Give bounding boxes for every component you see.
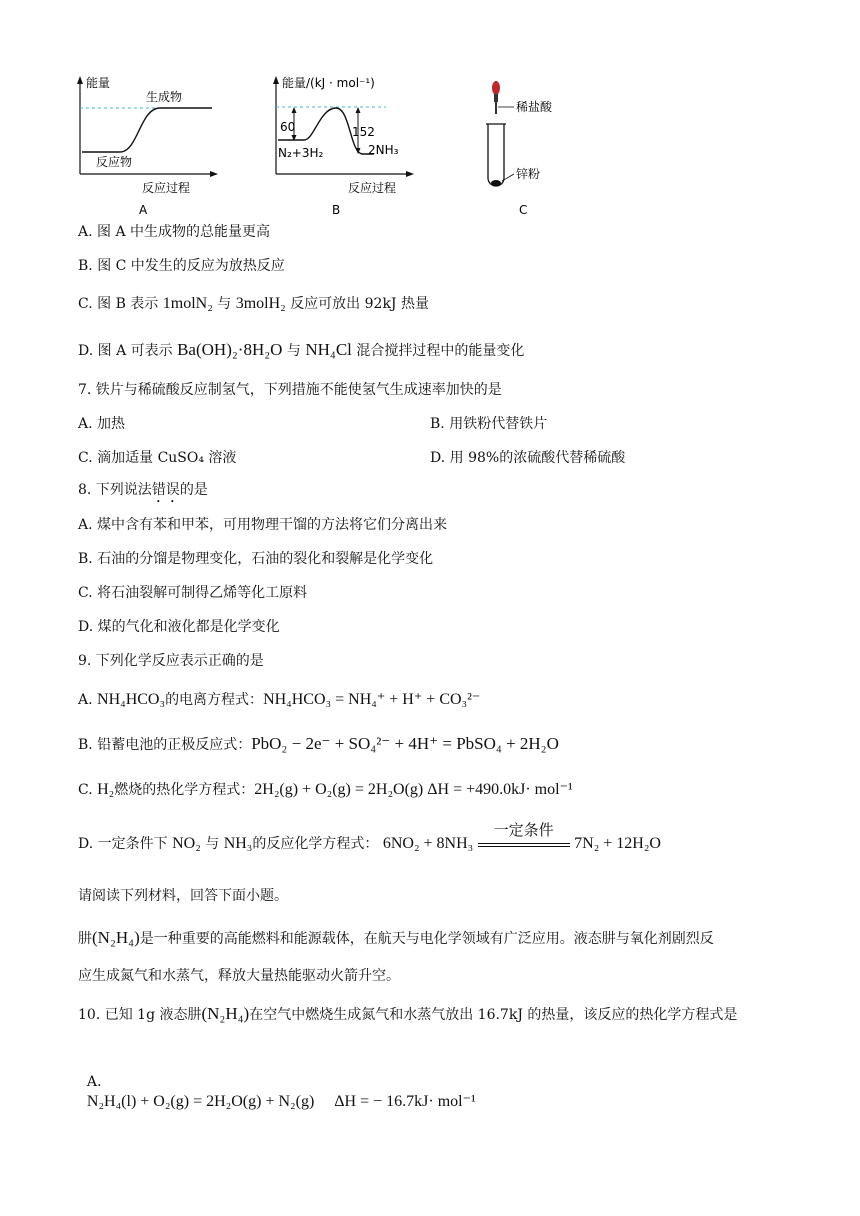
- q9-a-mid: 的电离方程式：: [165, 692, 264, 708]
- fig-b-ylabel: 能量/(kJ · mol⁻¹): [282, 76, 375, 90]
- q8-stem-emphasis: 错误: [151, 482, 180, 498]
- q9-d-lhs: 6NO₂ + 8NH₃: [382, 835, 474, 852]
- fig-a-products: 生成物: [146, 90, 183, 104]
- q9-d-pre: D. 一定条件下: [78, 836, 168, 852]
- passage-p1-post: 是一种重要的高能燃料和能源载体，在航天与电化学领域有广泛应用。液态肼与氧化剂剧烈反: [139, 931, 714, 947]
- fig-b-reactants: N₂+3H₂: [278, 146, 324, 160]
- fig-c-reagent-top: 稀盐酸: [516, 100, 553, 114]
- passage-line-1: [78, 928, 714, 949]
- q10-a-pre: A.: [86, 1074, 102, 1090]
- q9-d-formula-1: NO₂: [172, 835, 201, 852]
- q8-stem-pre: 8. 下列说法: [78, 482, 152, 498]
- q9-d-mid-2: 的反应化学方程式：: [252, 836, 379, 852]
- fig-a-caption: A: [139, 203, 148, 217]
- q10-stem-formula: (N₂H₄): [201, 1004, 250, 1023]
- passage-intro: 请阅读下列材料，回答下面小题。: [78, 888, 288, 904]
- q8-option-d: D. 煤的气化和液化都是化学变化: [78, 619, 280, 635]
- q6-d-pre: D. 图 A 可表示: [78, 343, 173, 359]
- q7-option-d: D. 用 98%的浓硫酸代替稀硫酸: [430, 450, 626, 466]
- figure-b: [262, 70, 422, 220]
- fig-b-ea: 60: [280, 120, 296, 134]
- q9-c-mid: 燃烧的热化学方程式：: [114, 782, 255, 798]
- q10-stem: [78, 1004, 737, 1025]
- q9-stem: 9. 下列化学反应表示正确的是: [78, 653, 264, 669]
- fig-b-xlabel: 反应过程: [348, 181, 397, 195]
- q6-option-a: A. 图 A 中生成物的总能量更高: [78, 224, 271, 240]
- q6-c-mid: 与: [217, 296, 232, 312]
- q6-option-c: [78, 294, 429, 314]
- figure-c: [474, 70, 574, 220]
- q6-c-pre: C. 图 B 表示: [78, 296, 159, 312]
- q9-a-pre: A.: [78, 692, 93, 708]
- q8-stem-post: 的是: [179, 482, 208, 498]
- fig-c-caption: C: [519, 203, 528, 217]
- q9-d-formula-2: NH₃: [223, 835, 253, 852]
- fig-b-products: 2NH₃: [368, 143, 399, 157]
- q7-option-b: B. 用铁粉代替铁片: [430, 416, 548, 432]
- fig-a-ylabel: 能量: [86, 76, 111, 90]
- q9-d-condition: 一定条件: [493, 821, 554, 839]
- q6-d-formula-2: NH₄Cl: [305, 340, 352, 359]
- q6-d-post: 混合搅拌过程中的能量变化: [356, 343, 525, 359]
- q9-c-pre: C.: [78, 782, 93, 798]
- q10-stem-post: 在空气中燃烧生成氮气和水蒸气放出 16.7kJ 的热量，该反应的热化学方程式是: [249, 1007, 738, 1023]
- fig-a-xlabel: 反应过程: [142, 181, 191, 195]
- q9-d-mid-1: 与: [205, 836, 220, 852]
- q7-option-c: C. 滴加适量 CuSO₄ 溶液: [78, 450, 237, 466]
- test-tube-icon: [488, 124, 504, 186]
- q9-option-d: [78, 821, 661, 856]
- q8-stem: [78, 480, 208, 506]
- q8-option-a: A. 煤中含有苯和甲苯，可用物理干馏的方法将它们分离出来: [78, 517, 448, 533]
- fig-b-caption: B: [332, 203, 341, 217]
- q6-c-formula-1: 1molN₂: [162, 295, 213, 312]
- q6-option-b: B. 图 C 中发生的反应为放热反应: [78, 258, 285, 274]
- passage-line-2: 应生成氮气和水蒸气，释放大量热能驱动火箭升空。: [78, 968, 400, 984]
- q10-option-a: [78, 1052, 476, 1112]
- q9-option-a: [78, 690, 480, 710]
- q9-b-equation: PbO₂ − 2e⁻ + SO₄²⁻ + 4H⁺ = PbSO₄ + 2H₂O: [251, 734, 559, 753]
- q7-option-a: A. 加热: [78, 416, 126, 432]
- q9-a-equation: NH₄HCO₃ = NH₄⁺ + H⁺ + CO₃²⁻: [263, 691, 481, 708]
- energy-curve-a: [82, 108, 212, 152]
- q6-d-formula-1: Ba(OH)₂·8H₂O: [177, 340, 283, 359]
- passage-p1-pre: 肼: [78, 931, 92, 947]
- q6-d-mid: 与: [286, 343, 301, 359]
- q8-option-c: C. 将石油裂解可制得乙烯等化工原料: [78, 585, 308, 601]
- zinc-powder-icon: [491, 180, 501, 186]
- q10-a-equation: N₂H₄(l) + O₂(g) = 2H₂O(g) + N₂(g) ΔH = − 16.7kJ· mol⁻¹: [86, 1093, 476, 1110]
- figure-a: [66, 70, 226, 220]
- q6-c-formula-2: 3molH₂: [235, 295, 286, 312]
- fig-b-release: 152: [352, 125, 375, 139]
- fig-c-reagent-bottom: 锌粉: [516, 167, 541, 181]
- q9-d-condition-arrow: [478, 821, 570, 856]
- q6-option-d: [78, 340, 524, 361]
- q8-option-b: B. 石油的分馏是物理变化，石油的裂化和裂解是化学变化: [78, 551, 434, 567]
- q9-a-formula: NH₄HCO₃: [97, 691, 166, 708]
- q6-c-post: 反应可放出 92kJ 热量: [290, 296, 429, 312]
- q9-option-b: [78, 734, 559, 755]
- q9-c-equation: 2H₂(g) + O₂(g) = 2H₂O(g) ΔH = +490.0kJ· mol⁻¹: [254, 781, 573, 798]
- q7-stem: 7. 铁片与稀硫酸反应制氢气，下列措施不能使氢气生成速率加快的是: [78, 382, 502, 398]
- q10-stem-pre: 10. 已知 1g 液态肼: [78, 1007, 202, 1023]
- q9-d-rhs: 7N₂ + 12H₂O: [574, 835, 661, 852]
- q9-c-formula: H₂: [97, 781, 115, 798]
- dropper-bulb-icon: [492, 81, 500, 95]
- q9-b-pre: B. 铅蓄电池的正极反应式：: [78, 737, 252, 753]
- passage-p1-formula: (N₂H₄): [92, 928, 140, 947]
- fig-a-reactants: 反应物: [96, 155, 133, 169]
- q9-option-c: [78, 780, 573, 800]
